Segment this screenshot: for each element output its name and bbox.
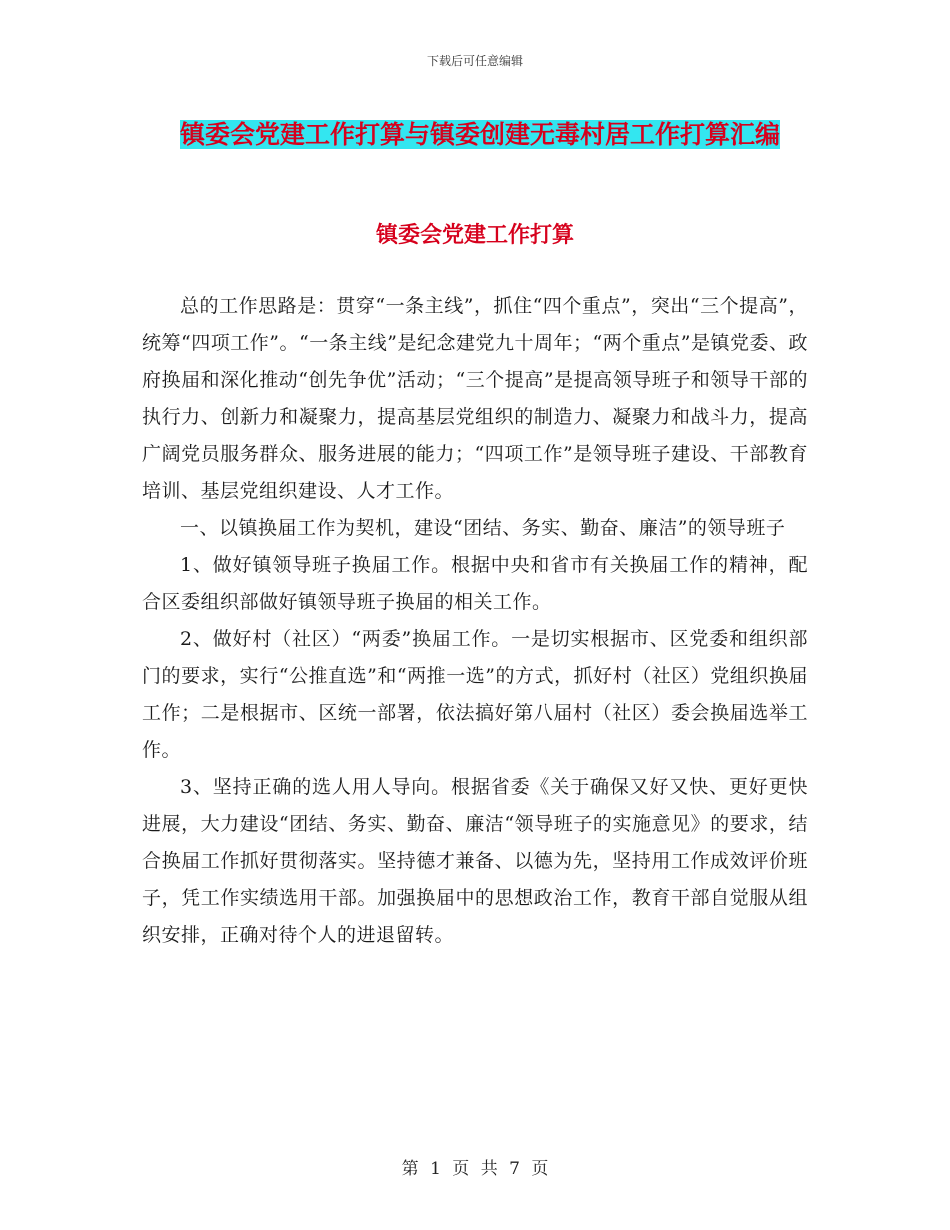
document-title-text: 镇委会党建工作打算与镇委创建无毒村居工作打算汇编 (179, 120, 780, 149)
page-header-note: 下载后可任意编辑 (426, 54, 523, 68)
paragraph: 总的工作思路是：贯穿“一条主线”，抓住“四个重点”，突出“三个提高”，统筹“四项工作”。“一条主线”是纪念建党九十周年；“两个重点”是镇党委、政府换届和深化推动“创先争优”活动；“三个提高”是提高领导班子和领导干部的执行力、创新力和凝聚力，提高基层党组织的制造力、凝聚力和战斗力，提高广阔党员服务群众、服务进展的能力；“四项工作”是领导班子建设、干部教育培训、基层党组织建设、人才工作。 (142, 295, 808, 502)
document-title (140, 110, 820, 160)
section-title: 镇委会党建工作打算 (375, 223, 574, 248)
paragraph: 1、做好镇领导班子换届工作。根据中央和省市有关换届工作的精神，配合区委组织部做好镇领导班子换届的相关工作。 (142, 554, 808, 613)
body-text (142, 288, 808, 954)
paragraph: 一、以镇换届工作为契机，建设“团结、务实、勤奋、廉洁”的领导班子 (180, 517, 786, 539)
paragraph: 2、做好村（社区）“两委”换届工作。一是切实根据市、区党委和组织部门的要求，实行“公推直选”和“两推一选”的方式，抓好村（社区）党组织换届工作；二是根据市、区统一部署，依法搞好第八届村（社区）委会换届选举工作。 (142, 628, 808, 761)
page-number-footer: 第 1 页 共 7 页 (401, 1159, 549, 1179)
paragraph: 3、坚持正确的选人用人导向。根据省委《关于确保又好又快、更好更快进展，大力建设“团结、务实、勤奋、廉洁“领导班子的实施意见》的要求，结合换届工作抓好贯彻落实。坚持德才兼备、以德为先，坚持用工作成效评价班子，凭工作实绩选用干部。加强换届中的思想政治工作，教育干部自觉服从组织安排，正确对待个人的进退留转。 (142, 776, 808, 946)
